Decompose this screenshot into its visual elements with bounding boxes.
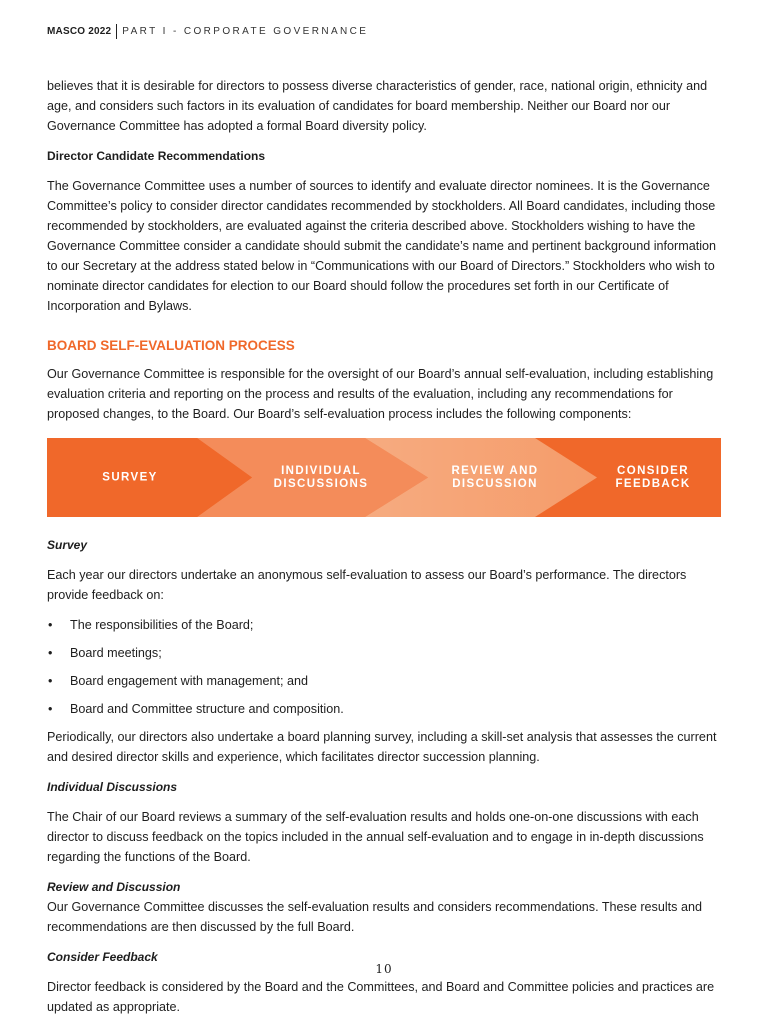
header-brand: MASCO 2022 — [47, 26, 112, 37]
header-section: PART I - CORPORATE GOVERNANCE — [122, 26, 369, 37]
review-text: Our Governance Committee discusses the self-evaluation results and considers recommendations. These results and recommendations are then discussed by the full Board. — [47, 900, 702, 934]
list-item: • Board meetings; — [47, 643, 723, 663]
survey-heading: Survey — [47, 538, 88, 552]
step-consider-feedback: CONSIDER FEEDBACK — [615, 464, 691, 490]
consider-heading: Consider Feedback — [47, 950, 158, 964]
page-number: 10 — [375, 962, 393, 976]
step-review-and-discussion: REVIEW AND DISCUSSION — [451, 464, 539, 490]
list-item: • Board engagement with management; and — [47, 671, 723, 691]
director-candidates-text: The Governance Committee uses a number of sources to identify and evaluate director nominees. It is the Governance Committee’s policy to consider director candidates recommended by stockholders. All Board candidates, including those recommended by stockholders, are evaluated against the criteria described above. Stockholders wishing to have the Governance Committee consider a candidate should submit the candidate’s name and pertinent background information to our Secretary at the address stated below in “Communications with our Board of Directors.” Stockholders who wish to nominate director candidates for election to our Board should follow the procedures set forth in our Certificate of Incorporation and Bylaws. — [47, 179, 717, 313]
survey-bullets — [47, 615, 723, 719]
survey-text: Each year our directors undertake an anonymous self-evaluation to assess our Board’s performance. The directors provide feedback on: — [47, 568, 687, 602]
consider-text: Director feedback is considered by the Board and the Committees, and Board and Committee policies and practices are updated as appropriate. — [47, 980, 715, 1014]
self-evaluation-text: Our Governance Committee is responsible for the oversight of our Board’s annual self-evaluation, including establishing evaluation criteria and reporting on the process and results of the evaluation, including any recommendations for proposed changes, to the Board. Our Board’s self-evaluation process includes the following components: — [47, 367, 714, 421]
intro-paragraph: believes that it is desirable for directors to possess diverse characteristics of gender, race, national origin, ethnicity and age, and considers such factors in its evaluation of candidates for board membership. Neither our Board nor our Governance Committee has adopted a formal Board diversity policy. — [47, 79, 708, 133]
individual-heading: Individual Discussions — [47, 780, 178, 794]
director-candidates-heading: Director Candidate Recommendations — [47, 149, 266, 163]
list-item: • Board and Committee structure and composition. — [47, 699, 723, 719]
individual-text: The Chair of our Board reviews a summary of the self-evaluation results and holds one-on-one discussions with each director to discuss feedback on the topics included in the annual self-evaluation and to engage in in-depth discussions regarding the functions of the Board. — [47, 810, 704, 864]
survey-after-text: Periodically, our directors also undertake a board planning survey, including a skill-set analysis that assesses the current and desired director skills and experience, which facilitates director succession planning. — [47, 730, 717, 764]
body-content — [47, 76, 723, 1027]
header-divider — [116, 24, 117, 39]
review-heading: Review and Discussion — [47, 880, 181, 894]
step-survey: SURVEY — [102, 471, 158, 483]
running-header — [47, 24, 368, 39]
self-evaluation-heading: BOARD SELF-EVALUATION PROCESS — [47, 338, 295, 353]
list-item: • The responsibilities of the Board; — [47, 615, 723, 635]
process-diagram — [47, 438, 721, 517]
step-individual-discussions: INDIVIDUAL DISCUSSIONS — [273, 464, 369, 490]
